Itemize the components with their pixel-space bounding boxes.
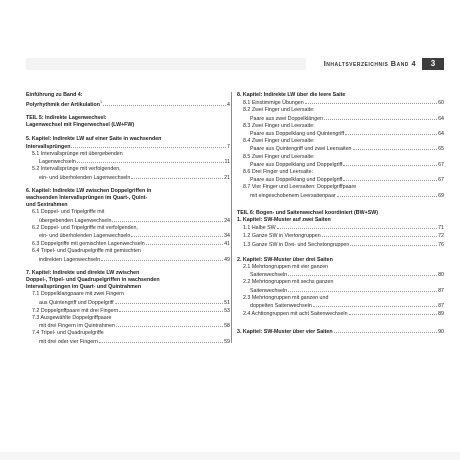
toc-entry-line1: 8.3 Zwei Finger und Leersaite: <box>243 122 315 129</box>
toc-entry-page: 34 <box>224 233 230 240</box>
toc-entry-page: 64 <box>438 115 444 122</box>
chapter-7-title-line1: 7. Kapitel: Indirekte und direkte LW zwischen <box>26 269 140 276</box>
chapter-5-entry <box>26 143 230 151</box>
toc-left-column <box>26 92 230 352</box>
toc-entry-text: Lagenwechseln <box>39 159 76 166</box>
page-number-badge: 3 <box>422 58 444 70</box>
toc-entry <box>26 232 230 240</box>
leader-dots <box>313 302 437 307</box>
chapter-3-entry <box>237 328 444 336</box>
teil5-line2: Lagenwechsel mit Fingerwechsel (LW+FW) <box>26 122 135 129</box>
toc-entry-line1: 7.1 Doppelklangpaare mit zwei Fingern <box>32 291 124 298</box>
toc-entry-line1: 5.1 Intervallsprünge mit übergebenden <box>32 150 123 157</box>
leader-dots <box>322 232 437 237</box>
toc-entry-page: 71 <box>438 225 444 232</box>
toc-entry-text: 1.1 Halbe SW <box>243 225 276 232</box>
intro-footnote-mark: 1 <box>99 100 102 105</box>
leader-dots <box>334 328 438 333</box>
chapter-5-title-line2: Intervallsprüngen <box>26 143 71 150</box>
leader-dots <box>288 287 437 292</box>
toc-entry-line1: 6.4 Tripel- und Quadrupelgriffe mit gemischten <box>32 248 141 255</box>
toc-entry-page: 87 <box>438 287 444 294</box>
leader-dots <box>116 322 223 327</box>
chapter-8-title: 8. Kapitel: Indirekte LW über die leere Saite <box>237 92 346 98</box>
toc-entry-line1: 5.2 Intervallsprünge mit verfolgenden, <box>32 166 121 173</box>
toc-entry-text: 1.3 Ganze SW in Drei- und Sechstongruppen <box>243 241 350 248</box>
toc-entry-page: 60 <box>438 100 444 107</box>
toc-entry-line1: 2.3 Mehrtongruppen mit ganzen und <box>243 294 329 301</box>
chapter-3 <box>237 328 444 336</box>
toc-entry-page: 87 <box>438 303 444 310</box>
toc-entry <box>26 338 230 346</box>
leader-dots <box>353 145 438 150</box>
toc-entry-text: indirekten Lagenwechseln <box>39 256 101 263</box>
toc-entry <box>237 130 444 138</box>
toc-entry <box>26 217 230 225</box>
toc-entry <box>237 192 444 200</box>
toc-entry-page: 72 <box>438 233 444 240</box>
toc-entry <box>237 145 444 153</box>
bleed-through-strip <box>26 58 306 70</box>
chapter-5 <box>26 136 230 182</box>
toc-entry <box>237 310 444 318</box>
toc-entry-page: 89 <box>438 311 444 318</box>
toc-entry-page: 41 <box>224 241 230 248</box>
toc-entry <box>26 256 230 264</box>
toc-entry-text: 6.3 Doppelgriffe mit gemischten Lagenwechseln <box>32 241 145 248</box>
toc-entry-page: 64 <box>438 131 444 138</box>
toc-entry <box>237 287 444 295</box>
toc-entry-text: übergebenden Lagenwechseln <box>39 217 112 224</box>
chapter-5-items <box>26 151 230 182</box>
chapter-7-title-line3: Intervallsprüngen im Quart- und Quintrahmen <box>26 284 142 291</box>
toc-entry-text: 2.4 Achttongruppen mit acht Saitenwechseln <box>243 311 348 318</box>
toc-entry <box>237 176 444 184</box>
toc-entry <box>237 99 444 107</box>
toc-entry-page: 69 <box>438 192 444 199</box>
toc-entry-text: Paare aus Doppelklang und Doppelgriff <box>250 177 343 184</box>
toc-right-column <box>231 92 444 343</box>
chapter-6 <box>26 188 230 264</box>
chapter-8 <box>237 92 444 200</box>
chapter-3-title: 3. Kapitel: SW-Muster über vier Saiten <box>237 329 333 336</box>
toc-entry <box>237 241 444 249</box>
toc-entry-line1: 2.1 Mehrtongruppen mit vier ganzen <box>243 264 329 271</box>
toc-entry-text: Paare aus Quintengriff und zwei Leersaiten <box>250 146 352 153</box>
toc-entry-line1: 6.2 Doppel- und Tripelgriffe mit verfolgenden, <box>32 224 138 231</box>
leader-dots <box>103 101 226 106</box>
leader-dots <box>343 176 437 181</box>
leader-dots <box>324 115 437 120</box>
leader-dots <box>77 158 224 163</box>
toc-entry-page: 49 <box>224 256 230 263</box>
toc-entry <box>26 299 230 307</box>
chapter-2-items <box>237 264 444 318</box>
chapter-5-title-line1: 5. Kapitel: Indirekte LW auf einer Saite in wachsenden <box>26 135 162 142</box>
toc-intro <box>26 92 230 109</box>
leader-dots <box>305 99 437 104</box>
teil6-section <box>237 210 444 249</box>
toc-entry <box>237 302 444 310</box>
chapter-7 <box>26 270 230 346</box>
toc-entry-page: 53 <box>224 307 230 314</box>
leader-dots <box>349 310 438 315</box>
toc-entry-text: Paare aus Doppelklang und Doppelgriff <box>250 161 343 168</box>
leader-dots <box>131 232 223 237</box>
toc-entry <box>26 240 230 248</box>
leader-dots <box>350 241 437 246</box>
toc-page <box>26 58 444 398</box>
intro-heading-line1: Einführung zu Band 4: <box>26 92 83 98</box>
toc-entry <box>26 158 230 166</box>
chapter-6-items <box>26 209 230 263</box>
toc-entry-line1: 7.4 Tripel- und Quadrupelgriffe <box>32 330 104 337</box>
toc-entry-line1: 8.2 Zwei Finger und Leersaite: <box>243 107 315 114</box>
toc-entry-line1: 7.3 Ausgewählte Doppelgriffpaare <box>32 315 112 322</box>
leader-dots <box>101 256 223 261</box>
toc-entry-page: 76 <box>438 241 444 248</box>
chapter-1-items <box>237 224 444 249</box>
toc-entry-text: mit drei oder vier Fingern <box>39 338 98 345</box>
chapter-6-title-line1: 6. Kapitel: Indirekte LW zwischen Doppelgriffen in <box>26 187 152 194</box>
header-title: Inhaltsverzeichnis Band 4 <box>323 59 416 68</box>
intro-heading-line2: Polyrhythmik der Artikulation <box>26 101 100 108</box>
toc-entry-page: 58 <box>224 323 230 330</box>
toc-entry-text: aus Quintengriff und Doppelgriff <box>39 299 114 306</box>
teil5-line1: TEIL 5: Indirekte Lagenwechsel: <box>26 115 107 122</box>
toc-entry-text: mit eingeschobenem Leersaitenpaar <box>250 192 336 199</box>
chapter-5-page: 7 <box>227 143 230 150</box>
chapter-7-items <box>26 291 230 345</box>
toc-entry-line1: 8.6 Drei Finger und Leersaite: <box>243 169 314 176</box>
toc-entry-text: Paare aus Doppelklang und Quintengriff <box>250 131 345 138</box>
teil5-heading <box>26 115 230 129</box>
chapter-2-title: 2. Kapitel: SW-Muster über drei Saiten <box>237 256 333 263</box>
toc-entry-page: 67 <box>438 161 444 168</box>
toc-entry <box>237 232 444 240</box>
chapter-6-title-line3: und Sextrahmen <box>26 202 68 209</box>
toc-entry-page: 11 <box>224 159 230 166</box>
scan-edge <box>0 452 460 460</box>
toc-entry-page: 65 <box>438 146 444 153</box>
leader-dots <box>112 217 223 222</box>
leader-dots <box>99 338 223 343</box>
toc-entry-text: mit drei Fingern im Quintrahmen <box>39 323 115 330</box>
toc-entry-line1: 2.2 Mehrtongruppen mit sechs ganzen <box>243 279 334 286</box>
toc-entry-text: ein- und überholenden Lagenwechseln <box>39 233 131 240</box>
leader-dots <box>337 192 437 197</box>
toc-entry <box>237 224 444 232</box>
chapter-3-page: 90 <box>438 329 444 336</box>
toc-entry-text: Saitenwechseln <box>250 287 288 294</box>
toc-entry-text: ein- und überholenden Lagenwechseln <box>39 174 131 181</box>
chapter-7-title-line2: Doppel-, Tripel- und Quadrupelgriffen in wachsenden <box>26 277 160 284</box>
toc-entry-page: 24 <box>224 217 230 224</box>
leader-dots <box>345 130 437 135</box>
toc-entry-page: 59 <box>224 338 230 345</box>
toc-entry-line1: 8.4 Zwei Finger und Leersaite: <box>243 138 315 145</box>
toc-entry-text: Saitenwechseln <box>250 272 288 279</box>
chapter-2 <box>237 257 444 319</box>
leader-dots <box>115 299 223 304</box>
toc-entry-text: 7.2 Doppelgriffpaare mit drei Fingern <box>32 307 119 314</box>
leader-dots <box>288 271 437 276</box>
toc-entry-page: 51 <box>224 299 230 306</box>
toc-entry-page: 67 <box>438 177 444 184</box>
toc-entry-page: 21 <box>224 174 230 181</box>
toc-entry-text: 8.1 Einstimmige Übungen <box>243 100 304 107</box>
chapter-6-title-line2: wachsenden Intervallsprüngen im Quart-, Quint- <box>26 195 148 201</box>
leader-dots <box>277 224 437 229</box>
leader-dots <box>131 174 223 179</box>
toc-entry <box>26 322 230 330</box>
toc-entry-line1: 8.5 Zwei Finger und Leersaite: <box>243 153 315 160</box>
intro-page: 4 <box>227 101 230 108</box>
chapter-1-title: 1. Kapitel: SW-Muster auf zwei Saiten <box>237 217 331 224</box>
intro-entry <box>26 99 230 109</box>
toc-entry-text: 1.2 Ganze SW in Viertongruppen <box>243 233 321 240</box>
toc-entry-line1: 6.1 Doppel- und Tripelgriffe mit <box>32 209 105 216</box>
toc-entry-text: Paare aus zwei Doppelklängen <box>250 115 324 122</box>
chapter-8-items <box>237 99 444 200</box>
leader-dots <box>119 307 223 312</box>
running-header <box>26 58 444 70</box>
toc-entry <box>237 115 444 123</box>
teil6-heading: TEIL 6: Bogen- und Saitenwechsel koordiniert (BW+SW) <box>237 209 379 216</box>
toc-entry <box>237 161 444 169</box>
leader-dots <box>343 161 437 166</box>
leader-dots <box>71 143 226 148</box>
toc-entry <box>237 271 444 279</box>
toc-entry <box>26 307 230 315</box>
toc-entry <box>26 174 230 182</box>
leader-dots <box>146 240 223 245</box>
toc-entry-page: 80 <box>438 272 444 279</box>
toc-entry-text: doppelten Saitenwechseln <box>250 303 312 310</box>
toc-entry-line1: 8.7 Vier Finger und Leersaiten: Doppelgriffpaare <box>243 184 357 191</box>
